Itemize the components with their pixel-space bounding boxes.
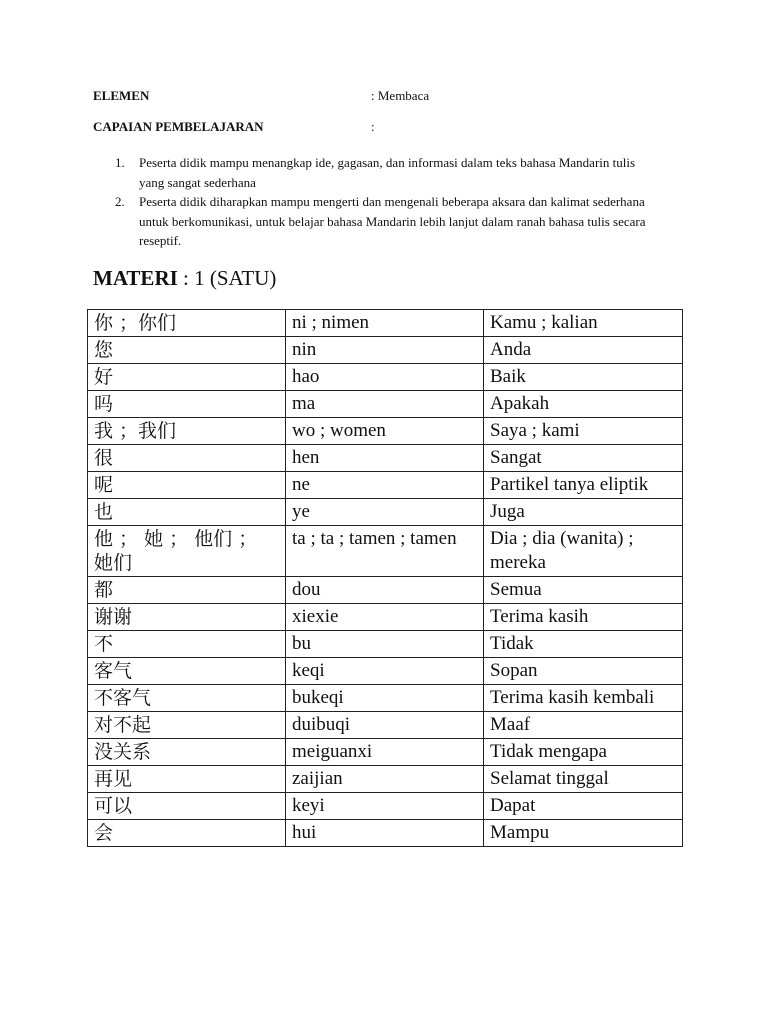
- pinyin-cell: dou: [286, 577, 484, 604]
- meaning-cell: Baik: [484, 364, 683, 391]
- table-row: [88, 820, 683, 847]
- hanzi-cell: 都: [88, 577, 286, 604]
- pinyin-cell: ne: [286, 472, 484, 499]
- elemen-label: ELEMEN: [93, 88, 150, 103]
- table-row: [88, 472, 683, 499]
- meaning-cell: Selamat tinggal: [484, 766, 683, 793]
- hanzi-cell: 不: [88, 631, 286, 658]
- table-row: [88, 604, 683, 631]
- hanzi-cell: 没关系: [88, 739, 286, 766]
- meaning-cell: Anda: [484, 337, 683, 364]
- pinyin-cell: xiexie: [286, 604, 484, 631]
- pinyin-cell: bukeqi: [286, 685, 484, 712]
- learning-objectives-list: [115, 153, 655, 251]
- pinyin-cell: keqi: [286, 658, 484, 685]
- list-item: [115, 153, 655, 192]
- table-row: [88, 658, 683, 685]
- meaning-cell: Terima kasih: [484, 604, 683, 631]
- pinyin-cell: hen: [286, 445, 484, 472]
- hanzi-cell: 很: [88, 445, 286, 472]
- pinyin-cell: hui: [286, 820, 484, 847]
- hanzi-cell: 客气: [88, 658, 286, 685]
- pinyin-cell: ni ; nimen: [286, 310, 484, 337]
- capaian-label: CAPAIAN PEMBELAJARAN: [93, 119, 264, 134]
- pinyin-cell: duibuqi: [286, 712, 484, 739]
- table-row: [88, 685, 683, 712]
- hanzi-cell: 你 ；你们: [88, 310, 286, 337]
- table-row: [88, 310, 683, 337]
- meaning-cell: Juga: [484, 499, 683, 526]
- vocabulary-table: [87, 309, 683, 847]
- pinyin-cell: wo ; women: [286, 418, 484, 445]
- table-row: [88, 499, 683, 526]
- pinyin-cell: zaijian: [286, 766, 484, 793]
- hanzi-cell: 可以: [88, 793, 286, 820]
- table-row: [88, 391, 683, 418]
- hanzi-cell: 再见: [88, 766, 286, 793]
- hanzi-cell: 也: [88, 499, 286, 526]
- materi-value: : 1 (SATU): [183, 266, 277, 290]
- pinyin-cell: keyi: [286, 793, 484, 820]
- hanzi-cell: 您: [88, 337, 286, 364]
- elemen-value: : Membaca: [371, 88, 430, 103]
- table-row: [88, 712, 683, 739]
- hanzi-cell: 对不起: [88, 712, 286, 739]
- table-row: [88, 337, 683, 364]
- meaning-cell: Tidak mengapa: [484, 739, 683, 766]
- meaning-cell: Partikel tanya eliptik: [484, 472, 683, 499]
- meaning-cell: Kamu ; kalian: [484, 310, 683, 337]
- pinyin-cell: ma: [286, 391, 484, 418]
- pinyin-cell: hao: [286, 364, 484, 391]
- capaian-value: :: [371, 119, 375, 134]
- meaning-cell: Sangat: [484, 445, 683, 472]
- table-row: [88, 364, 683, 391]
- table-row: [88, 526, 683, 577]
- table-row: [88, 793, 683, 820]
- table-row: [88, 631, 683, 658]
- pinyin-cell: nin: [286, 337, 484, 364]
- meaning-cell: Semua: [484, 577, 683, 604]
- list-item-text: Peserta didik mampu menangkap ide, gagasan, dan informasi dalam teks bahasa Mandarin tulis yang sangat sederhana: [139, 155, 636, 190]
- hanzi-cell: 谢谢: [88, 604, 286, 631]
- meaning-cell: Apakah: [484, 391, 683, 418]
- table-row: [88, 739, 683, 766]
- hanzi-cell: 好: [88, 364, 286, 391]
- meaning-cell: Mampu: [484, 820, 683, 847]
- hanzi-cell: 会: [88, 820, 286, 847]
- materi-label: MATERI: [93, 266, 178, 290]
- meaning-cell: Dapat: [484, 793, 683, 820]
- meaning-cell: Tidak: [484, 631, 683, 658]
- hanzi-cell: 呢: [88, 472, 286, 499]
- table-row: [88, 766, 683, 793]
- meaning-cell: Terima kasih kembali: [484, 685, 683, 712]
- pinyin-cell: bu: [286, 631, 484, 658]
- pinyin-cell: meiguanxi: [286, 739, 484, 766]
- pinyin-cell: ye: [286, 499, 484, 526]
- meaning-cell: Saya ; kami: [484, 418, 683, 445]
- meaning-cell: Maaf: [484, 712, 683, 739]
- table-row: [88, 577, 683, 604]
- meaning-cell: Dia ; dia (wanita) ; mereka: [484, 526, 683, 577]
- list-item: [115, 192, 655, 251]
- hanzi-cell: 不客气: [88, 685, 286, 712]
- list-item-number: 1.: [115, 155, 125, 170]
- hanzi-cell: 吗: [88, 391, 286, 418]
- materi-heading: [93, 266, 276, 291]
- hanzi-cell: 我 ；我们: [88, 418, 286, 445]
- hanzi-cell: 他 ； 她 ； 他们 ； 她们: [88, 526, 286, 577]
- table-row: [88, 418, 683, 445]
- vocabulary-table-body: [88, 310, 683, 847]
- list-item-number: 2.: [115, 194, 125, 209]
- meaning-cell: Sopan: [484, 658, 683, 685]
- pinyin-cell: ta ; ta ; tamen ; tamen: [286, 526, 484, 577]
- table-row: [88, 445, 683, 472]
- list-item-text: Peserta didik diharapkan mampu mengerti dan mengenali beberapa aksara dan kalimat sederhana untuk berkomunikasi, untuk belajar bahasa Mandarin lebih lanjut dalam ranah bahasa tulis secara reseptif.: [139, 194, 646, 248]
